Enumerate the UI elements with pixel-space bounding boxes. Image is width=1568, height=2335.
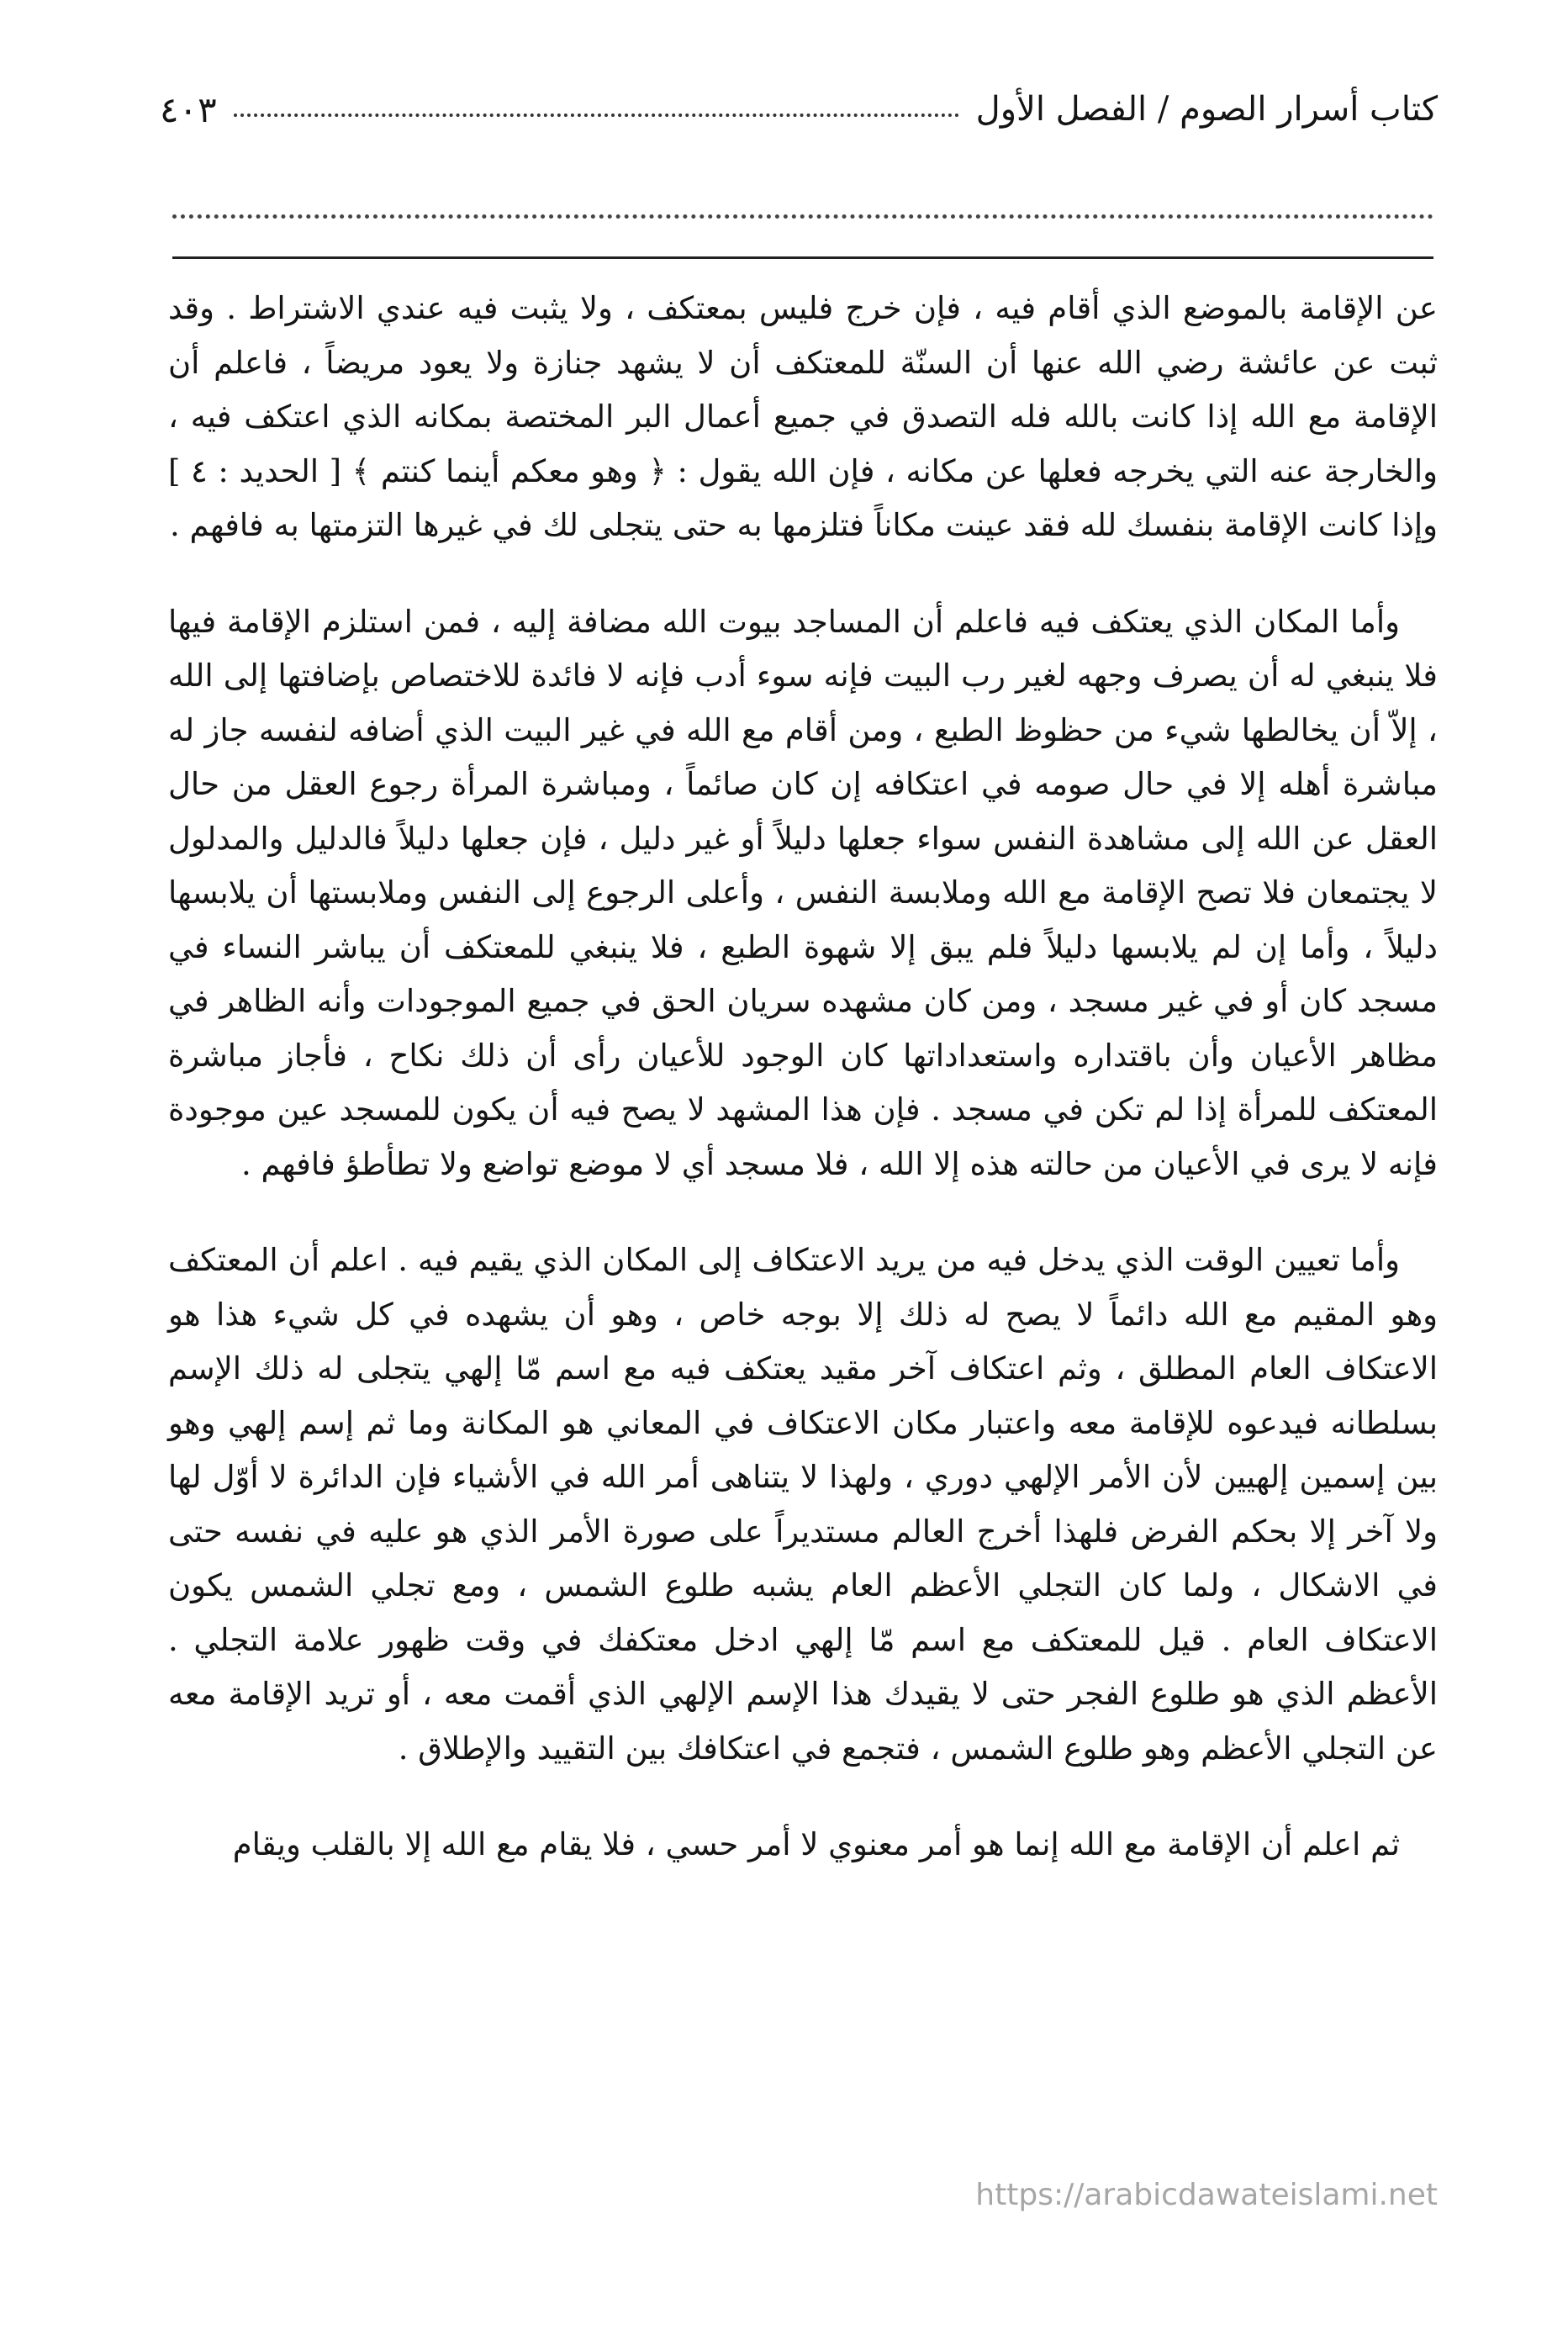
dotted-leader — [234, 114, 959, 117]
page-number: ٤٠٣ — [160, 88, 217, 130]
website-watermark: https://arabicdawateislami.net — [975, 2178, 1438, 2212]
paragraph-4: ثم اعلم أن الإقامة مع الله إنما هو أمر معنوي لا أمر حسي ، فلا يقام مع الله إلا بالقلب ويقام — [232, 1826, 1400, 1862]
paragraph-1: عن الإقامة بالموضع الذي أقام فيه ، فإن خرج فليس بمعتكف ، ولا يثبت فيه عندي الاشتراط . وقد ثبت عن عائشة رضي الله عنها أن السنّة للمعتكف أن لا يشهد جنازة ولا يعود مريضاً ، فاعلم أن الإقامة مع الله إذا كانت بالله فله التصدق في جميع أعمال البر المختصة بمكانه الذي اعتكف فيه ، والخارجة عنه التي يخرجه فعلها عن مكانه ، فإن الله يقول : ﴿ وهو معكم أينما كنتم ﴾ [ الحديد : ٤ ] وإذا كانت الإقامة بنفسك لله فقد عينت مكاناً فتلزمها به حتى يتجلى لك في غيرها التزمتها به فافهم . — [168, 290, 1438, 543]
body-text — [168, 282, 1438, 1873]
header-dotted-rule — [172, 214, 1433, 219]
paragraph-2: وأما المكان الذي يعتكف فيه فاعلم أن المساجد بيوت الله مضافة إليه ، فمن استلزم الإقامة فيها فلا ينبغي له أن يصرف وجهه لغير رب البيت فإنه سوء أدب فإنه لا فائدة للاختصاص بإضافتها إلى الله ، إلاّ أن يخالطها شيء من حظوظ الطبع ، ومن أقام مع الله في غير البيت الذي أضافه لنفسه جاز له مباشرة أهله إلا في حال صومه في اعتكافه إن كان صائماً ، ومباشرة المرأة رجوع العقل من حال العقل عن الله إلى مشاهدة النفس سواء جعلها دليلاً أو غير دليل ، فإن جعلها دليلاً فالدليل والمدلول لا يجتمعان فلا تصح الإقامة مع الله وملابسة النفس ، وأعلى الرجوع إلى النفس وملابستها أن يلابسها دليلاً ، وأما إن لم يلابسها دليلاً فلم يبق إلا شهوة الطبع ، فلا ينبغي للمعتكف أن يباشر النساء في مسجد كان أو في غير مسجد ، ومن كان مشهده سريان الحق في جميع الموجودات وأنه الظاهر في مظاهر الأعيان وأن باقتداره واستعداداتها كان الوجود للأعيان رأى أن ذلك نكاح ، فأجاز مباشرة المعتكف للمرأة إذا لم تكن في مسجد . فإن هذا المشهد لا يصح فيه أن يكون للمسجد عين موجودة فإنه لا يرى في الأعيان من حالته هذه إلا الله ، فلا مسجد أي لا موضع تواضع ولا تطأطؤ فافهم . — [168, 603, 1438, 1182]
paragraph-3: وأما تعيين الوقت الذي يدخل فيه من يريد الاعتكاف إلى المكان الذي يقيم فيه . اعلم أن المعتكف وهو المقيم مع الله دائماً لا يصح له ذلك إلا بوجه خاص ، وهو أن يشهده في كل شيء هذا هو الاعتكاف العام المطلق ، وثم اعتكاف آخر مقيد يعتكف فيه مع اسم مّا إلهي يتجلى له ذلك الإسم بسلطانه فيدعوه للإقامة معه واعتبار مكان الاعتكاف في المعاني هو المكانة وما ثم إسم إلهي وهو بين إسمين إلهيين لأن الأمر الإلهي دوري ، ولهذا لا يتناهى أمر الله في الأشياء فإن الدائرة لا أوّل لها ولا آخر إلا بحكم الفرض فلهذا أخرج العالم مستديراً على صورة الأمر الذي هو عليه في نفسه حتى في الاشكال ، ولما كان التجلي الأعظم العام يشبه طلوع الشمس ، ومع تجلي الشمس يكون الاعتكاف العام . قيل للمعتكف مع اسم مّا إلهي ادخل معتكفك في وقت ظهور علامة التجلي . الأعظم الذي هو طلوع الفجر حتى لا يقيدك هذا الإسم الإلهي الذي أقمت معه ، أو تريد الإقامة معه عن التجلي الأعظم وهو طلوع الشمس ، فتجمع في اعتكافك بين التقييد والإطلاق . — [168, 1242, 1438, 1767]
header-solid-rule — [172, 256, 1433, 259]
running-title: كتاب أسرار الصوم / الفصل الأول — [975, 90, 1438, 129]
running-header — [160, 80, 1438, 139]
